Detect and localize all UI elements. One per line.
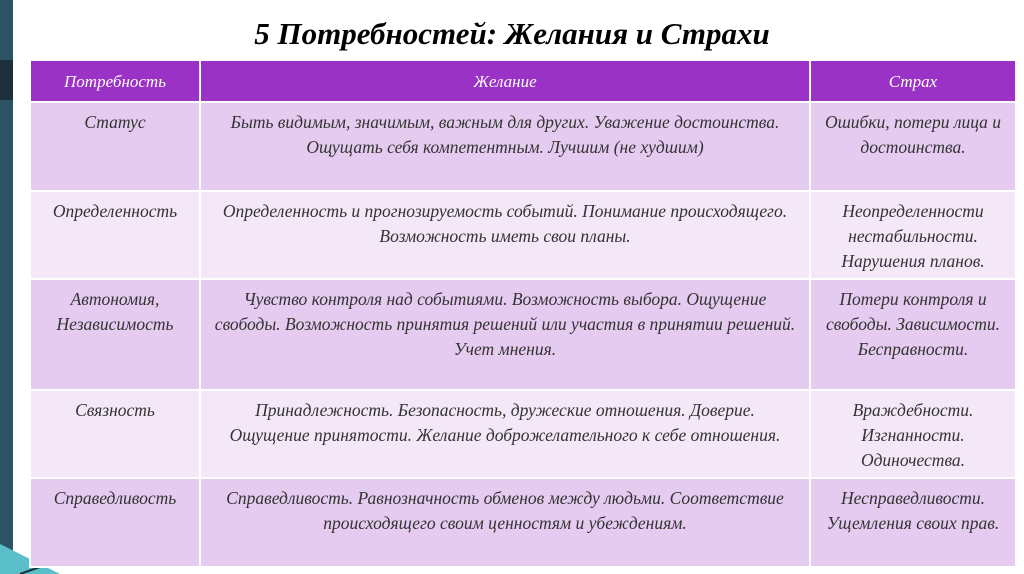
- need-cell: Определенность: [30, 191, 200, 279]
- table-row: [30, 478, 1016, 567]
- table-row: [30, 279, 1016, 390]
- header-desire: Желание: [200, 60, 810, 102]
- desire-cell: Справедливость. Равнозначность обменов между людьми. Соответствие происходящего своим ценностям и убеждениям.: [200, 478, 810, 567]
- header-fear: Страх: [810, 60, 1016, 102]
- need-cell: Связность: [30, 390, 200, 478]
- desire-cell: Быть видимым, значимым, важным для других. Уважение достоинства. Ощущать себя компетентным. Лучшим (не худшим): [200, 102, 810, 191]
- fear-cell: Несправедливости. Ущемления своих прав.: [810, 478, 1016, 567]
- needs-table: [29, 59, 1017, 568]
- slide-title: 5 Потребностей: Желания и Страхи: [254, 16, 770, 51]
- left-accent-bar-dark-segment: [0, 60, 13, 100]
- table-row: [30, 191, 1016, 279]
- table-row: [30, 102, 1016, 191]
- fear-cell: Ошибки, потери лица и достоинства.: [810, 102, 1016, 191]
- need-cell: Справедливость: [30, 478, 200, 567]
- fear-cell: Потери контроля и свободы. Зависимости. Бесправности.: [810, 279, 1016, 390]
- need-cell: Автономия, Независимость: [30, 279, 200, 390]
- fear-cell: Неопределенности нестабильности. Нарушения планов.: [810, 191, 1016, 279]
- desire-cell: Чувство контроля над событиями. Возможность выбора. Ощущение свободы. Возможность принятия решений или участия в принятии решений. Учет мнения.: [200, 279, 810, 390]
- need-cell: Статус: [30, 102, 200, 191]
- fear-cell: Враждебности. Изгнанности. Одиночества.: [810, 390, 1016, 478]
- table-row: [30, 390, 1016, 478]
- header-need: Потребность: [30, 60, 200, 102]
- desire-cell: Определенность и прогнозируемость событий. Понимание происходящего. Возможность иметь свои планы.: [200, 191, 810, 279]
- table-header-row: [30, 60, 1016, 102]
- desire-cell: Принадлежность. Безопасность, дружеские отношения. Доверие. Ощущение принятости. Желание доброжелательного к себе отношения.: [200, 390, 810, 478]
